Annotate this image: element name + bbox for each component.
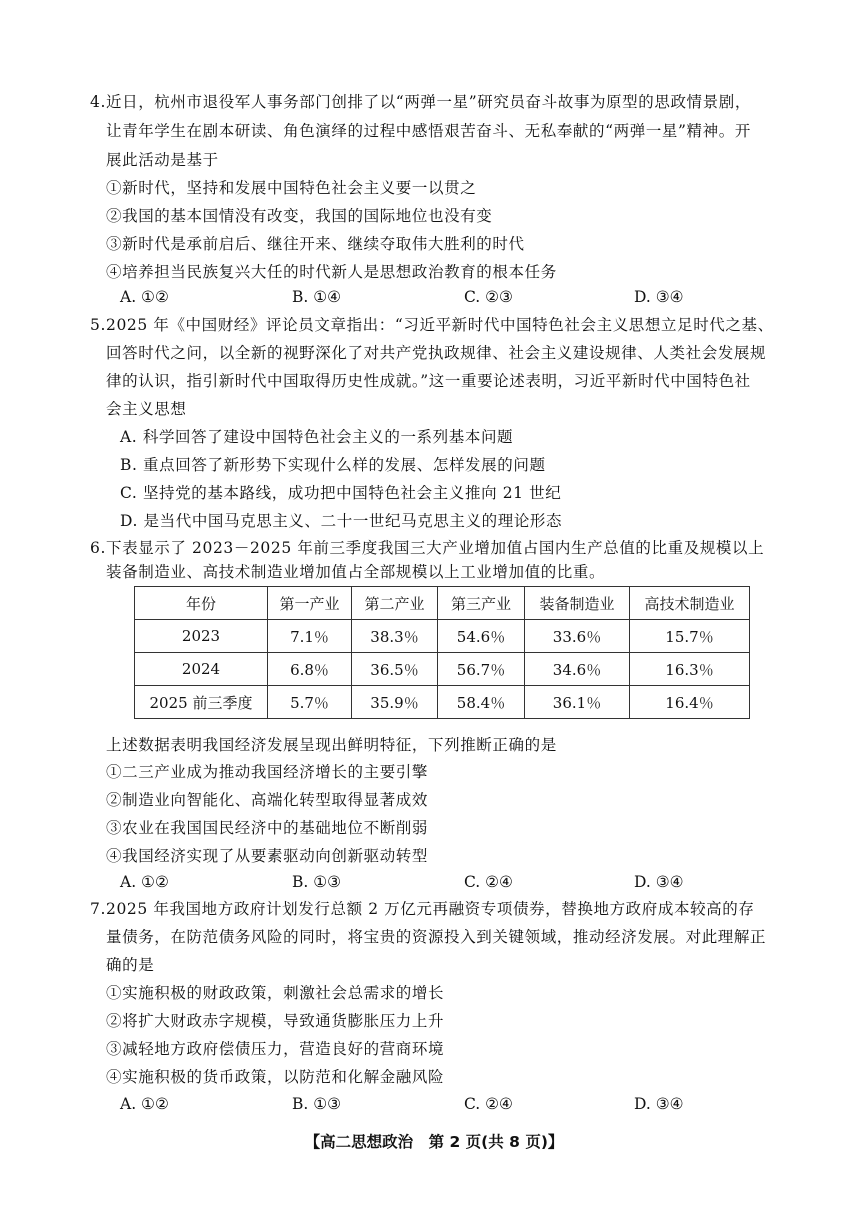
table-header-cell: 年份 <box>135 587 268 620</box>
page-footer: 【高二思想政治 第 2 页(共 8 页)】 <box>304 1133 564 1151</box>
q7-options <box>120 1094 740 1114</box>
q4-options <box>120 287 740 307</box>
table-cell: 36.1％ <box>525 686 630 719</box>
table-cell: 2023 <box>135 620 268 653</box>
table-header-cell: 第一产业 <box>268 587 352 620</box>
q7-stem-line-2: 量债务，在防范债务风险的同时，将宝贵的资源投入到关键领域，推动经济发展。对此理解正 <box>106 928 767 946</box>
q5-option-a[interactable]: A. 科学回答了建设中国特色社会主义的一系列基本问题 <box>120 428 514 446</box>
q7-item-2: ②将扩大财政赤字规模，导致通货膨胀压力上升 <box>106 1012 445 1030</box>
table-cell: 2025 前三季度 <box>135 686 268 719</box>
q5-stem-line-3: 律的认识，指引新时代中国取得历史性成就。”这一重要论述表明，习近平新时代中国特色社 <box>106 372 751 390</box>
table-row <box>135 686 750 719</box>
q7-option-b[interactable]: B. ①③ <box>292 1095 342 1113</box>
q6-item-2: ②制造业向智能化、高端化转型取得显著成效 <box>106 791 429 809</box>
q6-item-3: ③农业在我国国民经济中的基础地位不断削弱 <box>106 819 429 837</box>
q5-stem-line-2: 回答时代之问，以全新的视野深化了对共产党执政规律、社会主义建设规律、人类社会发展规 <box>106 344 767 362</box>
table-cell: 38.3％ <box>352 620 438 653</box>
table-cell: 16.4％ <box>630 686 750 719</box>
q7-option-c[interactable]: C. ②④ <box>464 1095 513 1113</box>
table-cell: 6.8％ <box>268 653 352 686</box>
q5-option-c[interactable]: C. 坚持党的基本路线，成功把中国特色社会主义推向 21 世纪 <box>120 484 562 502</box>
q5-option-b[interactable]: B. 重点回答了新形势下实现什么样的发展、怎样发展的问题 <box>120 456 546 474</box>
q4-item-3: ③新时代是承前启后、继往开来、继续夺取伟大胜利的时代 <box>106 235 525 253</box>
q4-option-c[interactable]: C. ②③ <box>464 288 513 306</box>
q7-item-3: ③减轻地方政府偿债压力，营造良好的营商环境 <box>106 1040 445 1058</box>
table-cell: 54.6％ <box>438 620 525 653</box>
table-header-cell: 高技术制造业 <box>630 587 750 620</box>
q6-option-c[interactable]: C. ②④ <box>464 873 513 891</box>
q5-stem-line-4: 会主义思想 <box>106 400 187 418</box>
q4-stem-line-1: 4.近日，杭州市退役军人事务部门创排了以“两弹一星”研究员奋斗故事为原型的思政情景剧， <box>90 93 751 111</box>
industry-share-table <box>134 586 750 719</box>
q7-option-a[interactable]: A. ①② <box>120 1095 169 1113</box>
q7-item-1: ①实施积极的财政政策，刺激社会总需求的增长 <box>106 984 445 1002</box>
q6-option-a[interactable]: A. ①② <box>120 873 169 891</box>
table-cell: 5.7％ <box>268 686 352 719</box>
q6-question: 上述数据表明我国经济发展呈现出鲜明特征，下列推断正确的是 <box>106 736 557 754</box>
q4-item-1: ①新时代，坚持和发展中国特色社会主义要一以贯之 <box>106 179 477 197</box>
q5-stem-line-1: 5.2025 年《中国财经》评论员文章指出：“习近平新时代中国特色社会主义思想立足时代之基、 <box>90 316 774 334</box>
table-header-cell: 装备制造业 <box>525 587 630 620</box>
q4-item-4: ④培养担当民族复兴大任的时代新人是思想政治教育的根本任务 <box>106 263 557 281</box>
q4-option-b[interactable]: B. ①④ <box>292 288 342 306</box>
table-cell: 36.5％ <box>352 653 438 686</box>
q6-stem-line-1: 6.下表显示了 2023－2025 年前三季度我国三大产业增加值占国内生产总值的比重及规模以上 <box>90 539 765 557</box>
q6-stem-line-2: 装备制造业、高技术制造业增加值占全部规模以上工业增加值的比重。 <box>106 563 606 581</box>
table-cell: 7.1％ <box>268 620 352 653</box>
q5-option-d[interactable]: D. 是当代中国马克思主义、二十一世纪马克思主义的理论形态 <box>120 512 563 530</box>
q4-stem-line-2: 让青年学生在剧本研读、角色演绎的过程中感悟艰苦奋斗、无私奉献的“两弹一星”精神。开 <box>106 122 751 140</box>
q6-option-d[interactable]: D. ③④ <box>634 873 684 891</box>
table-cell: 35.9％ <box>352 686 438 719</box>
table-cell: 33.6％ <box>525 620 630 653</box>
q4-option-d[interactable]: D. ③④ <box>634 288 684 306</box>
q4-stem-line-3: 展此活动是基于 <box>106 151 219 169</box>
q6-item-1: ①二三产业成为推动我国经济增长的主要引擎 <box>106 763 429 781</box>
table-cell: 15.7％ <box>630 620 750 653</box>
table-header-row <box>135 587 750 620</box>
q4-item-2: ②我国的基本国情没有改变，我国的国际地位也没有变 <box>106 207 493 225</box>
table-header-cell: 第三产业 <box>438 587 525 620</box>
q4-option-a[interactable]: A. ①② <box>120 288 169 306</box>
q6-option-b[interactable]: B. ①③ <box>292 873 342 891</box>
table-cell: 16.3％ <box>630 653 750 686</box>
q6-item-4: ④我国经济实现了从要素驱动向创新驱动转型 <box>106 847 429 865</box>
table-header-cell: 第二产业 <box>352 587 438 620</box>
q7-stem-line-3: 确的是 <box>106 956 155 974</box>
table-row <box>135 620 750 653</box>
table-cell: 34.6％ <box>525 653 630 686</box>
q7-option-d[interactable]: D. ③④ <box>634 1095 684 1113</box>
table-cell: 58.4％ <box>438 686 525 719</box>
table-cell: 56.7％ <box>438 653 525 686</box>
q7-item-4: ④实施积极的货币政策，以防范和化解金融风险 <box>106 1068 445 1086</box>
table-cell: 2024 <box>135 653 268 686</box>
q6-options <box>120 872 740 892</box>
q7-stem-line-1: 7.2025 年我国地方政府计划发行总额 2 万亿元再融资专项债券，替换地方政府成本较高的存 <box>90 900 755 918</box>
table-row <box>135 653 750 686</box>
